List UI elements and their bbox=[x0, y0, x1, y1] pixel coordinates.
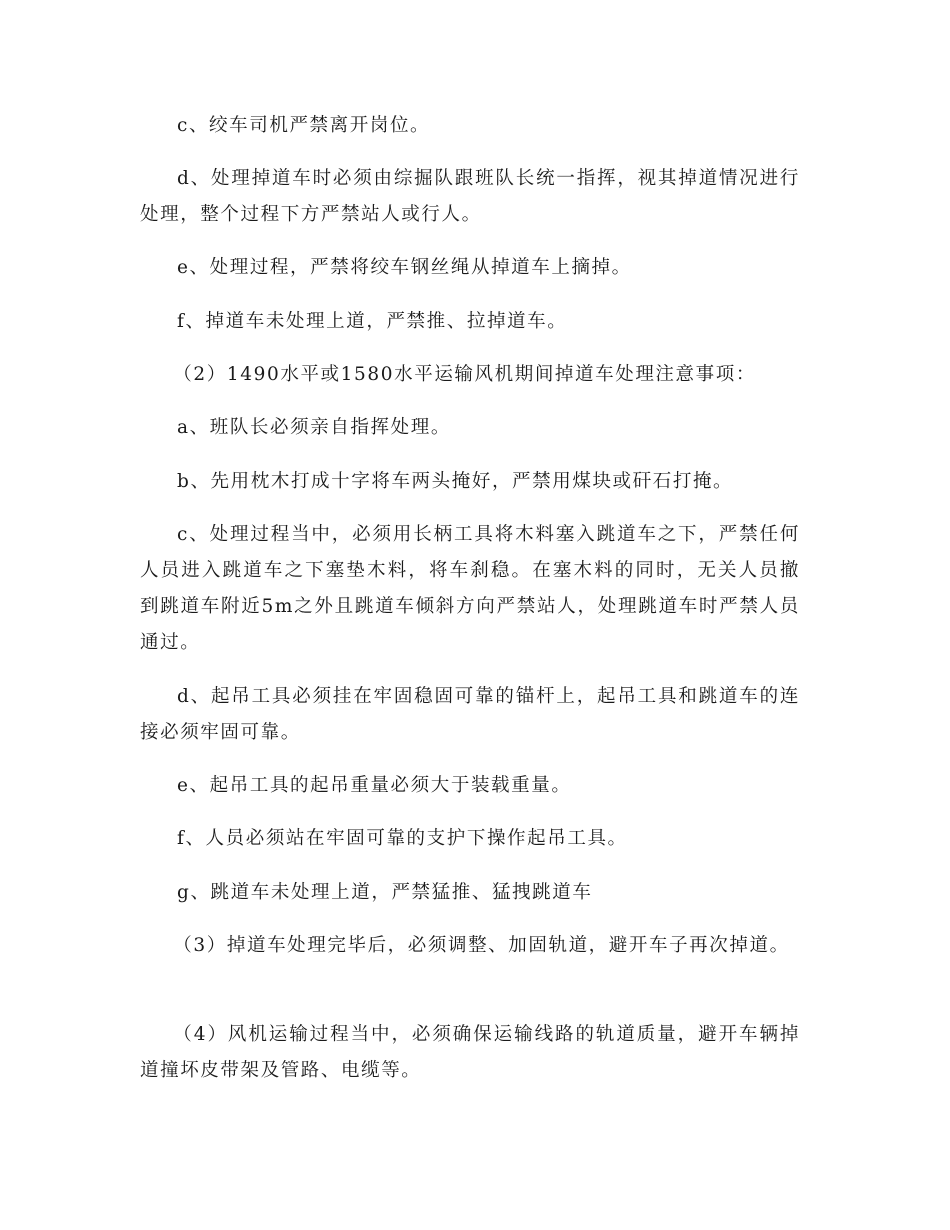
paragraph-d-command: d、处理掉道车时必须由综掘队跟班队长统一指挥，视其掉道情况进行处理，整个过程下方严禁站人或行人。 bbox=[140, 168, 800, 225]
paragraph-c-winch-driver: c、绞车司机严禁离开岗位。 bbox=[177, 115, 431, 136]
paragraph-e-lifting-capacity: e、起吊工具的起吊重量必须大于装载重量。 bbox=[177, 775, 572, 796]
paragraph-g-no-forcing: g、跳道车未处理上道，严禁猛推、猛拽跳道车 bbox=[177, 882, 593, 903]
paragraph-f-no-push: f、掉道车未处理上道，严禁推、拉掉道车。 bbox=[177, 311, 568, 332]
paragraph-a-team-leader: a、班队长必须亲自指挥处理。 bbox=[177, 417, 451, 438]
paragraph-section-2-heading: （2）1490水平或1580水平运输风机期间掉道车处理注意事项： bbox=[173, 364, 756, 385]
paragraph-f-support-position: f、人员必须站在牢固可靠的支护下操作起吊工具。 bbox=[177, 828, 628, 849]
paragraph-d-lifting-anchor: d、起吊工具必须挂在牢固稳固可靠的锚杆上，起吊工具和跳道车的连接必须牢固可靠。 bbox=[140, 686, 800, 743]
paragraph-b-sleepers: b、先用枕木打成十字将车两头掩好，严禁用煤块或矸石打掩。 bbox=[177, 471, 734, 492]
paragraph-section-4: （4）风机运输过程当中，必须确保运输线路的轨道质量，避开车辆掉道撞坏皮带架及管路、电缆等。 bbox=[140, 1024, 800, 1081]
paragraph-c-wood-insertion: c、处理过程当中，必须用长柄工具将木料塞入跳道车之下，严禁任何人员进入跳道车之下塞垫木料，将车刹稳。在塞木料的同时，无关人员撤到跳道车附近5m之外且跳道车倾斜方向严禁站人，处理跳道车时严禁人员通过。 bbox=[140, 524, 800, 653]
paragraph-e-wire-rope: e、处理过程，严禁将绞车钢丝绳从掉道车上摘掉。 bbox=[177, 257, 632, 278]
paragraph-section-3: （3）掉道车处理完毕后，必须调整、加固轨道，避开车子再次掉道。 bbox=[173, 935, 790, 956]
